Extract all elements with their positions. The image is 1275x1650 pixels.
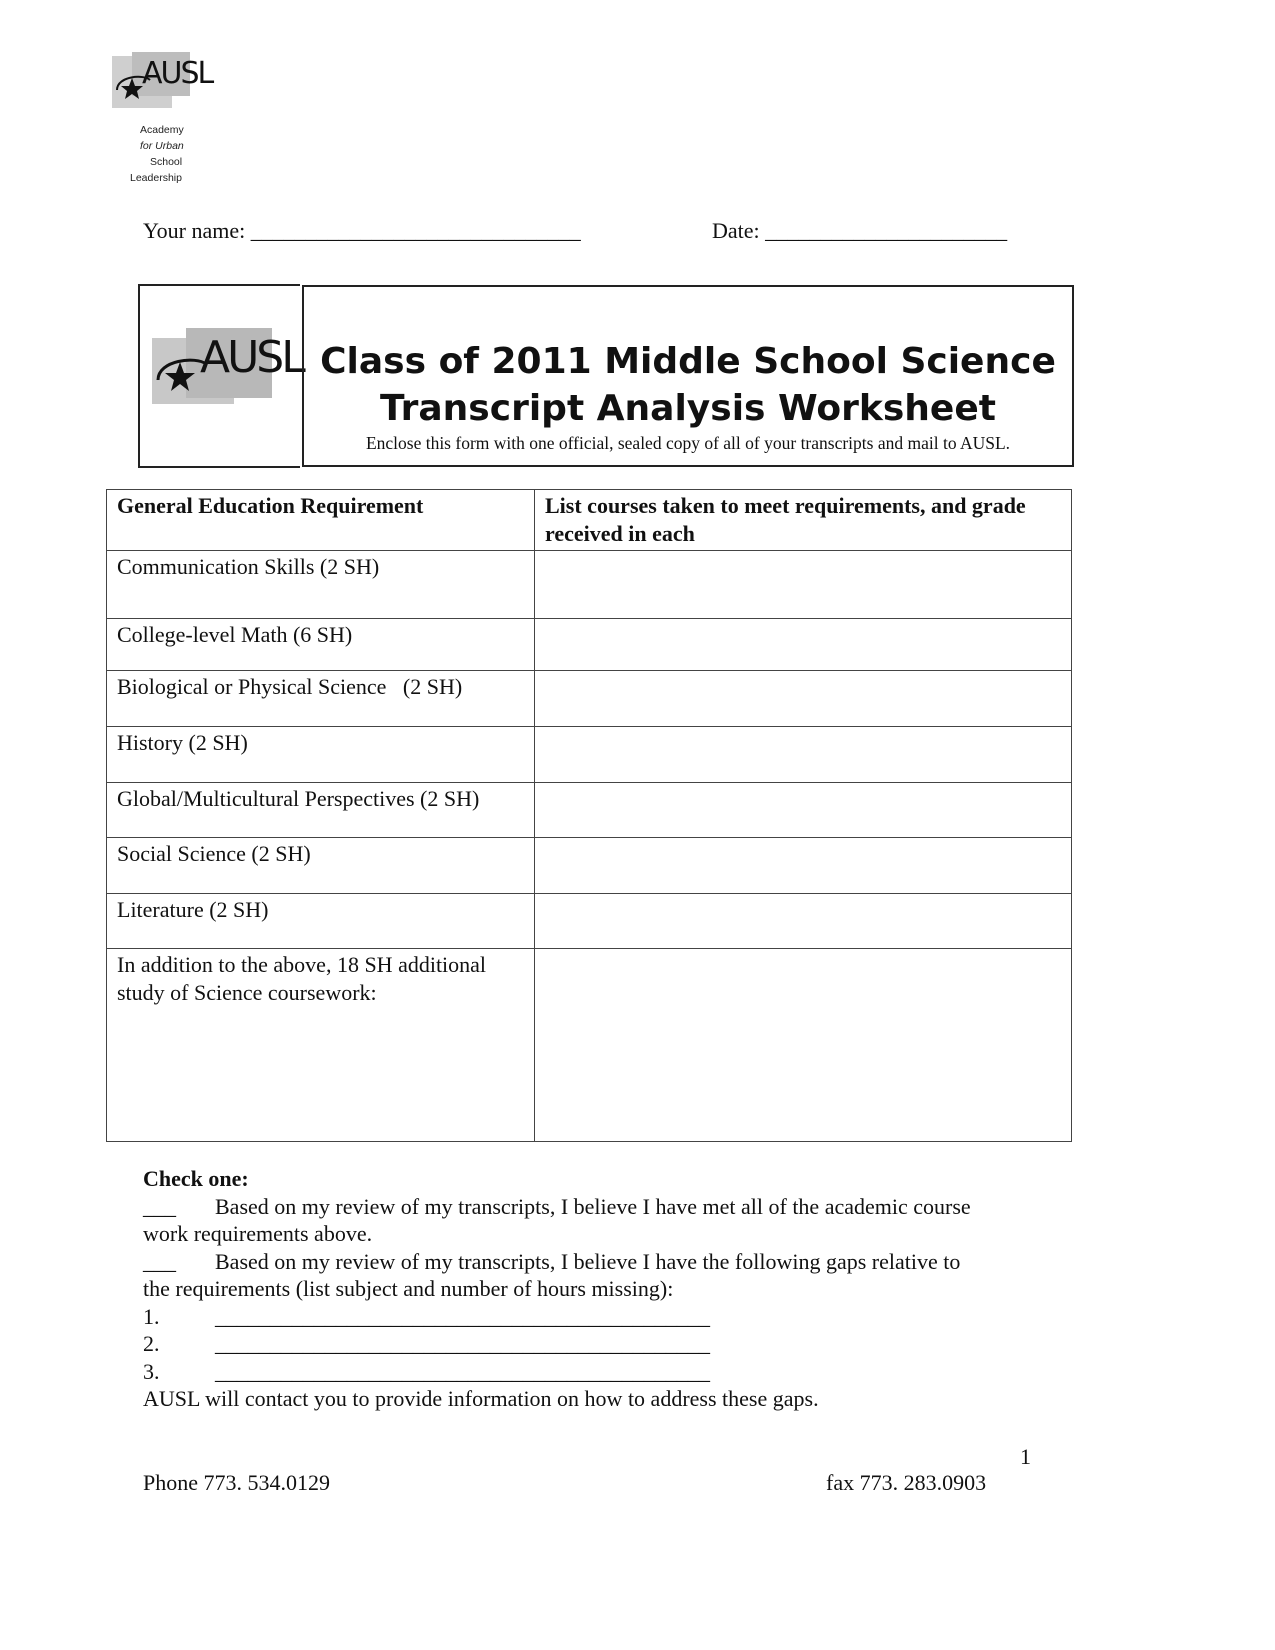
table-row [107,671,1072,727]
option-text-cont: the requirements (list subject and number of hours missing): [143,1276,674,1301]
your-name-field[interactable]: Your name: ______________________________ [143,218,581,243]
checkbox-blank[interactable]: ___ [143,1248,176,1274]
gap-line-item [143,1303,1043,1331]
footer-phone: Phone 773. 534.0129 [143,1470,330,1495]
option-text: Based on my review of my transcripts, I believe I have the following gaps relative to [215,1248,961,1274]
ausl-logo-mark [150,324,303,424]
gap-blank-line[interactable]: _____________________________________________ [215,1331,710,1356]
title-line: Class of 2011 Middle School Science [320,341,1056,382]
gap-blank-line[interactable]: _____________________________________________ [215,1358,710,1384]
courses-cell[interactable] [535,838,1072,894]
courses-cell[interactable] [535,727,1072,783]
gap-line-item [143,1358,1043,1386]
requirement-cell: Social Science (2 SH) [107,838,535,894]
requirement-cell: Biological or Physical Science (2 SH) [107,671,535,727]
table-row [107,619,1072,671]
org-line: Leadership [130,172,182,184]
logo-text: AUSL [200,332,303,383]
courses-cell[interactable] [535,894,1072,949]
table-row [107,894,1072,949]
courses-cell[interactable] [535,619,1072,671]
footer-fax: fax 773. 283.0903 [826,1470,987,1495]
header-requirement: General Education Requirement [107,490,535,551]
header-courses: List courses taken to meet requirements, and grade received in each [535,490,1072,551]
org-line: Academy [140,124,184,136]
gap-number: 3. [143,1358,160,1384]
gap-number: 1. [143,1303,160,1329]
option-gaps [143,1248,1043,1276]
check-one-section [143,1165,1043,1413]
requirement-cell: In addition to the above, 18 SH additional study of Science coursework: [107,949,535,1142]
org-name [130,122,228,186]
table-header-row [107,490,1072,551]
gap-line-item [143,1330,1043,1358]
ausl-logo-top [108,52,228,202]
gap-number: 2. [143,1331,160,1356]
table-row [107,551,1072,619]
date-field[interactable]: Date: ______________________ [712,218,1008,243]
courses-cell[interactable] [535,671,1072,727]
page-title [302,338,1074,432]
table-row [107,783,1072,838]
org-line: School [150,156,183,168]
page-subtitle: Enclose this form with one official, sealed copy of all of your transcripts and mail to AUSL. [365,433,1011,453]
option-text: Based on my review of my transcripts, I believe I have met all of the academic course [215,1193,971,1219]
table-row [107,949,1072,1142]
courses-cell[interactable] [535,949,1072,1142]
page-number: 1 [1020,1444,1031,1469]
table-row [107,727,1072,783]
requirement-cell: College-level Math (6 SH) [107,619,535,671]
check-heading: Check one: [143,1166,249,1191]
table-row [107,838,1072,894]
requirements-table [106,489,1072,1142]
logo-text: AUSL [142,56,213,91]
title-logo-frame [138,284,303,468]
requirement-cell: Global/Multicultural Perspectives (2 SH) [107,783,535,838]
checkbox-blank[interactable]: ___ [143,1193,176,1219]
requirement-cell: History (2 SH) [107,727,535,783]
option-text-cont: work requirements above. [143,1221,373,1246]
closing-text: AUSL will contact you to provide information on how to address these gaps. [143,1386,819,1411]
courses-cell[interactable] [535,551,1072,619]
requirement-cell: Communication Skills (2 SH) [107,551,535,619]
ausl-logo-mark [108,52,213,114]
courses-cell[interactable] [535,783,1072,838]
option-met [143,1193,1043,1221]
gap-blank-line[interactable]: _____________________________________________ [215,1303,710,1329]
org-line: for Urban [140,140,184,152]
title-line: Transcript Analysis Worksheet [380,388,996,429]
requirement-cell: Literature (2 SH) [107,894,535,949]
